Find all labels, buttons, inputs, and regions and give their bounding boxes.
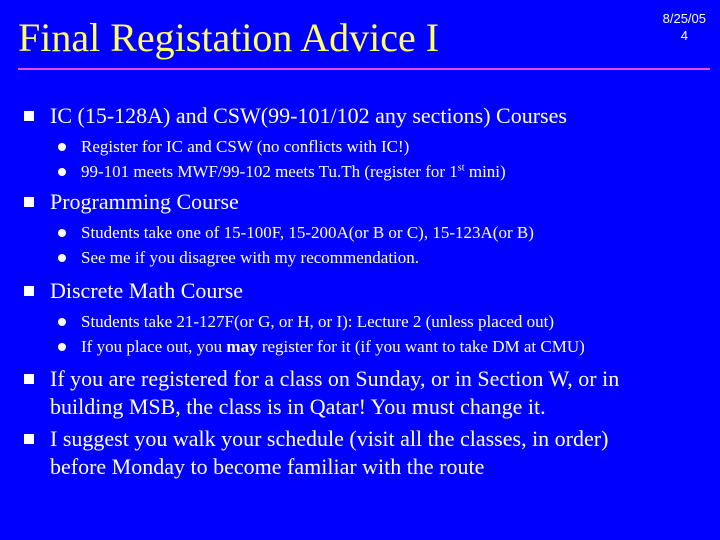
bullet-item: Discrete Math Course xyxy=(50,278,244,303)
bullet-line: building MSB, the class is in Qatar! You must change it. xyxy=(50,394,546,419)
slide-corner xyxy=(663,10,706,44)
sub-bullet-dot-icon xyxy=(58,343,66,351)
bullet-line: If you are registered for a class on Sunday, or in Section W, or in xyxy=(50,366,620,391)
sub-bullet-text-pre: If you place out, you xyxy=(81,337,227,356)
bullet-square-icon xyxy=(24,374,34,384)
bullet-line: before Monday to become familiar with the route xyxy=(50,454,485,479)
sub-bullet-text-pre: 99-101 meets MWF/99-102 meets Tu.Th (register for 1 xyxy=(81,162,458,181)
sub-bullet-item: Students take 21-127F(or G, or H, or I): Lecture 2 (unless placed out) xyxy=(81,312,555,331)
bullet-line: I suggest you walk your schedule (visit all the classes, in order) xyxy=(50,426,609,451)
sub-bullet-item: Students take one of 15-100F, 15-200A(or B or C), 15-123A(or B) xyxy=(81,223,534,242)
bullet-square-icon xyxy=(24,111,34,121)
bullet-square-icon xyxy=(24,434,34,444)
sub-bullet-bold-text: may xyxy=(226,337,258,356)
bullet-item xyxy=(50,365,619,421)
sub-bullet-dot-icon xyxy=(58,318,66,326)
sub-bullet-superscript: st xyxy=(457,162,465,174)
sub-bullet-item: See me if you disagree with my recommendation. xyxy=(81,248,420,267)
sub-bullet-text-post: register for it (if you want to take DM at CMU) xyxy=(257,337,585,356)
sub-bullet-item: Register for IC and CSW (no conflicts with IC!) xyxy=(81,137,410,156)
bullet-item: IC (15-128A) and CSW(99-101/102 any sections) Courses xyxy=(50,103,567,128)
sub-bullet-dot-icon xyxy=(58,254,66,262)
sub-bullet-dot-icon xyxy=(58,168,66,176)
sub-bullet-item xyxy=(81,161,506,183)
bullet-square-icon xyxy=(24,197,34,207)
bullet-item: Programming Course xyxy=(50,189,239,214)
slide-date: 8/25/05 xyxy=(662,11,706,26)
sub-bullet-dot-icon xyxy=(58,143,66,151)
slide-page-number: 4 xyxy=(680,28,688,43)
sub-bullet-item xyxy=(81,336,585,358)
bullet-square-icon xyxy=(24,286,34,296)
bullet-item xyxy=(50,425,608,481)
slide-title: Final Registation Advice I xyxy=(18,15,440,60)
sub-bullet-dot-icon xyxy=(58,229,66,237)
title-rule xyxy=(18,68,710,70)
sub-bullet-text-post: mini) xyxy=(464,162,506,181)
